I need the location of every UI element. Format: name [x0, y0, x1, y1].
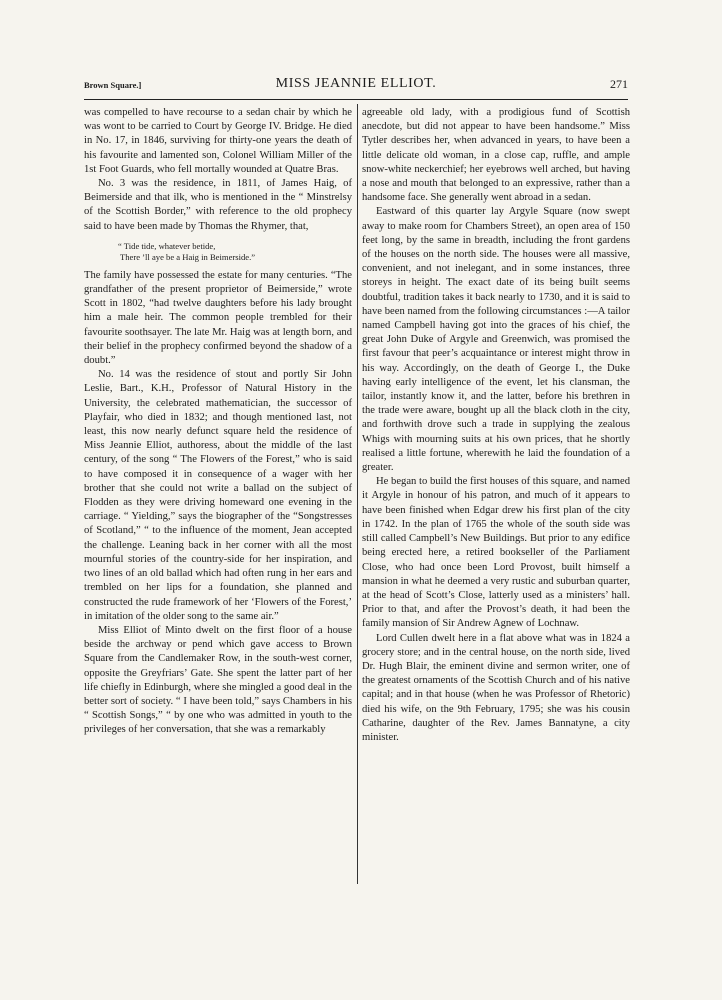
running-head [84, 76, 628, 92]
column-divider [357, 104, 358, 884]
page-number: 271 [610, 77, 628, 91]
left-column [84, 106, 352, 738]
paragraph: No. 3 was the residence, in 1811, of James Haig, of Beimerside and that ilk, who is mentioned in the “ Minstrelsy of the Scottish Border,” with reference to the old prophecy said to have been made by Thomas the Rhymer, that, [84, 178, 352, 232]
section-label: Brown Square.] [84, 80, 142, 90]
paragraph: No. 14 was the residence of stout and portly Sir John Leslie, Bart., K.H., Professor of Natural History in the University, the celebrated mathematician, the successor of Playfair, who died in 1832; and though mentioned last, not least, this now nearly defunct square held the residence of Miss Jeannie Elliot, authoress, about the middle of the last century, of the song “ The Flowers of the Forest,” who is said to have composed it in consequence of a wager with her brother that she could not write a ballad on the subject of Flodden as they were driving homeward one evening in the carriage. “ Yielding,” says the biographer of the “Songstresses of Scotland,” “ to the influence of the moment, Jean accepted the challenge. Leaning back in her corner with all the most mournful stories of the country-side for her inspiration, and two lines of an old ballad which had often rung in her ears and trembled on her lips for a foundation, she planned and constructed the rude framework of her ‘Flowers of the Forest,’ in imitation of the older song to the same air.” [84, 369, 352, 622]
paragraph: Miss Elliot of Minto dwelt on the first floor of a house beside the archway or pend which gave access to Brown Square from the Candlemaker Row, in the south-west corner, opposite the Greyfriars’ Gate. She spent the latter part of her life chiefly in Edinburgh, where she mingled a good deal in the better sort of society. “ I have been told,” says Chambers in his “ Scottish Songs,” “ by one who was admitted in youth to the privileges of her conversation, that she was a remarkably [84, 624, 352, 736]
verse-line: There ’ll aye be a Haig in Beimerside.” [120, 251, 256, 262]
paragraph: was compelled to have recourse to a sedan chair by which he was wont to be carried to Court by George IV. Bridge. He died in No. 17, in 1846, surviving for thirty-one years the death of his favourite and lamented son, Colonel William Miller of the 1st Foot Guards, who fell mortally wounded at Quatre Bras. [84, 107, 352, 175]
paragraph: He began to build the first houses of this square, and named it Argyle in honour of his patron, and much of it appears to have been finished when Edgar drew his first plan of the city in 1742. In the plan of 1765 the whole of the south side was still called Campbell’s New Buildings. But prior to any edifice being erected here, a retired bookseller of the Parliament Close, who had once been Lord Provost, built himself a mansion in what he deemed a very rustic and suburban quarter, at the head of Scott’s Close, latterly used as a ministers’ hall. Prior to that, and after the Provost’s death, it had been the family mansion of Sir Andrew Agnew of Lochnaw. [362, 476, 630, 630]
verse-quote [84, 241, 352, 263]
paragraph: Lord Cullen dwelt here in a flat above what was in 1824 a grocery store; and in the central house, on the north side, lived Dr. Hugh Blair, the eminent divine and sermon writer, one of the greatest ornaments of the Scottish Church and of his native capital; and in that house (when he was Professor of Rhetoric) died his wife, on the 9th February, 1795; she was his cousin Catharine, daughter of the Rev. James Bannatyne, a city minister. [362, 632, 630, 743]
paragraph: agreeable old lady, with a prodigious fund of Scottish anecdote, but did not appear to have been handsome.” Miss Tytler describes her, when advanced in years, to have been a little delicate old woman, in a close cap, ruffle, and ample snow-white neckerchief; her eyebrows well arched, but having a nose and mouth that belonged to an expressive, rather than a handsome face. She generally went abroad in a sedan. [362, 107, 630, 204]
right-column [362, 106, 630, 745]
page-title: MISS JEANNIE ELLIOT. [275, 76, 437, 91]
verse-line: “ Tide tide, whatever betide, [118, 240, 216, 251]
header-rule [84, 99, 628, 100]
paragraph: Eastward of this quarter lay Argyle Square (now swept away to make room for Chambers Street), an open area of 150 feet long, by the same in breadth, including the front gardens of the houses on the north side. The houses were all massive, convenient, and not inelegant, and in some instances, three storeys in height. The exact date of its being built seems doubtful, tradition takes it back nearly to 1730, and it is said to have been named from the following circumstances :—A tailor named Campbell having got into the graces of his chief, the great John Duke of Argyle and Greenwich, was promised the first favour that peer’s acquaintance or interest might throw in his way. Accordingly, on the death of George I., the Duke having early intelligence of the event, let his clansman, the tailor, instantly know it, and the latter, before his brethren in the trade were aware, bought up all the black cloth in the city, and forthwith drove such a trade in supplying the zealous Whigs with mourning suits at his own prices, that he shortly realised a little fortune, wherewith he laid the foundation of a greater. [362, 206, 630, 474]
paragraph: The family have possessed the estate for many centuries. “The grandfather of the present proprietor of Beimerside,” wrote Scott in 1802, “had twelve daughters before his lady brought him a male heir. The common people trembled for their favourite soothsayer. The late Mr. Haig was at length born, and their belief in the prophecy confirmed beyond the shadow of a doubt.” [84, 269, 352, 367]
